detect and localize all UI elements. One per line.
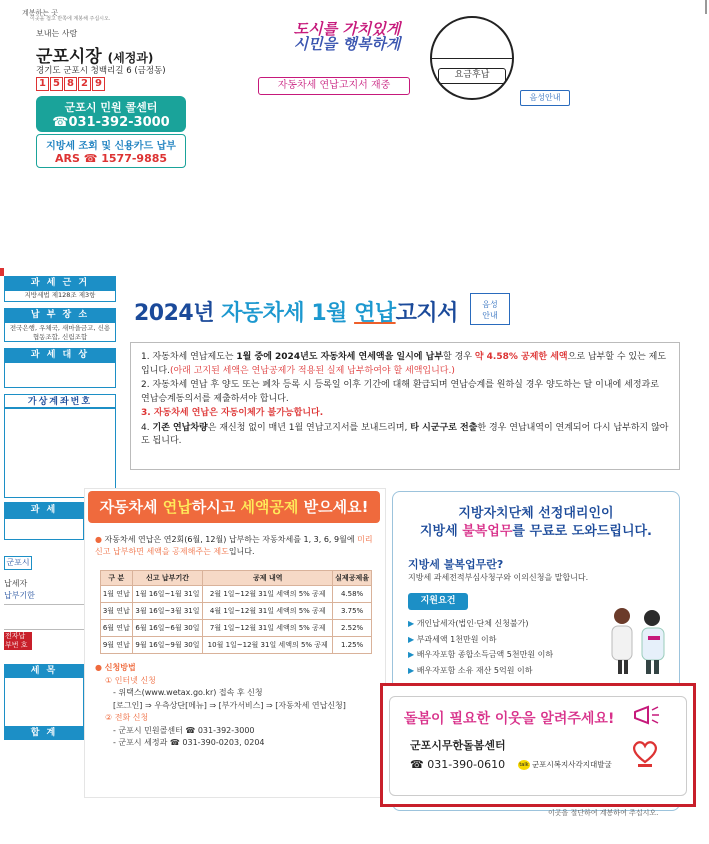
voice-label-2: 안내	[482, 311, 498, 320]
payment-place-head: 납 부 장 소	[4, 308, 116, 322]
call-center-box	[36, 96, 186, 132]
phone-step-2: - 군포시 세정과 ☎ 031-390-0203, 0204	[113, 738, 265, 747]
notice-item-2: 2. 자동차세 연납 후 양도 또는 폐차 등록 시 등록일 이후 기간에 대해 환급되며 연납승계를 원하실 경우 양도하는 달 이내에 세정과로 연납승계동의서를 제출하셔야 합니다.	[141, 380, 659, 404]
table-cell: 1월 16일~1월 31일	[132, 586, 203, 603]
tax-item-box	[4, 678, 84, 726]
online-step-2: [로그인] ⇒ 우측상단[메뉴] ⇒ [부가서비스] ⇒ [자동차세 연납신청]	[113, 700, 346, 710]
table-header: 구 분	[101, 571, 133, 586]
table-row	[101, 586, 372, 603]
table-cell: 3월 16일~3월 31일	[132, 603, 203, 620]
online-step-1: - 위택스(www.wetax.go.kr) 접속 후 신청	[113, 688, 263, 697]
org-address: 경기도 군포시 청백리길 6 (금정동)	[36, 66, 166, 76]
table-row	[101, 637, 372, 654]
call-center-phone: ☎031-392-3000	[52, 115, 170, 130]
care-phone: ☎ 031-390-0610	[410, 758, 506, 771]
appeal-title-line1: 지방자치단체 선정대리인이	[458, 506, 614, 521]
voice-guide-button-2[interactable]	[470, 293, 510, 325]
due-date-box	[4, 604, 84, 630]
list-item: ▶ 부과세액 1천만원 이하	[408, 634, 497, 644]
slogan-line2: 시민을 행복하게	[293, 35, 401, 53]
virtual-account-head: 가상계좌번호	[4, 394, 116, 408]
requirements-label: 지원요건	[408, 593, 468, 610]
sender-head: 보내는 사람	[36, 29, 78, 38]
tax-target-box	[4, 362, 116, 388]
appeal-question: 지방세 불복업무란?	[408, 558, 504, 571]
slogan-line1: 도시를 가치있게	[293, 20, 401, 38]
ars-label: 지방세 조회 및 신용카드 납부	[46, 141, 176, 152]
care-org: 군포시무한돌봄센터	[410, 739, 506, 752]
online-title: ① 인터넷 신청	[105, 675, 156, 685]
appeal-desc: 지방세 과세전적부심사청구와 이의신청을 말합니다.	[408, 573, 589, 582]
city-tag: 군포시	[4, 556, 32, 570]
zip-digit: 5	[50, 77, 63, 91]
table-row	[101, 603, 372, 620]
ars-phone: ARS ☎ 1577-9885	[54, 152, 168, 165]
page-title: 2024년 자동차세 1월 연납고지서	[134, 301, 458, 326]
elec-pay-label: 전자납부번 호	[4, 632, 32, 650]
sender-label: 계봉하는 곳	[22, 9, 59, 17]
total-head: 합 계	[4, 726, 84, 740]
zip-digit: 1	[36, 77, 49, 91]
org-dept: (세정과)	[107, 51, 154, 65]
table-cell: 4.58%	[333, 586, 372, 603]
sender-note: 이곳을 접고 반쪽에 계봉해 주십시오.	[30, 16, 111, 22]
call-center-label: 군포시 민원 콜센터	[64, 101, 158, 114]
zip-digit: 2	[78, 77, 91, 91]
installment-intro: ● 자동차세 연납은 연2회(6월, 12월) 납부하는 자동차세를 1, 3, 6, 9월에 미리 신고 납부하면 세액을 공제해주는 제도입니다.	[95, 535, 373, 556]
method-title: ● 신청방법	[95, 663, 136, 672]
appeal-title-line2: 지방세 불복업무를 무료로 도와드립니다.	[419, 524, 652, 539]
voice-label-1: 음성	[482, 300, 498, 309]
list-item: ▶ 배우자포함 종합소득금액 5천만원 이하	[408, 650, 554, 659]
table-cell: 3월 연납	[101, 603, 133, 620]
notice-item-4: 4. 기존 연납차량은 재신청 없이 매년 1월 연납고지서를 보내드리며, 타 시군구로 전출한 경우 연납내역이 연계되어 다시 납부하지 않아도 됩니다.	[141, 422, 669, 446]
tax-basis-text: 지방세법 제128조 제3항	[4, 290, 116, 302]
tax-basis-head: 과 세 근 거	[4, 276, 116, 290]
corner-mark	[705, 0, 707, 14]
tax-item-head: 세 목	[4, 664, 84, 678]
care-kakao: talk 군포시복지사각지대발굴	[519, 760, 612, 769]
table-cell: 2.52%	[333, 620, 372, 637]
edge-mark	[0, 268, 4, 276]
bottom-note: 이곳을 절단하여 계봉하여 주십시오.	[548, 809, 659, 817]
org-name: 군포시장	[36, 47, 102, 67]
list-item: ▶ 배우자포함 소유 재산 5억원 이하	[408, 665, 533, 675]
rate-table	[100, 570, 372, 654]
table-cell: 4월 1일~12월 31일 세액의 5% 공제	[203, 603, 333, 620]
table-header: 공제 내역	[203, 571, 333, 586]
reissue-label: 자동차세 연납고지서 재중	[258, 77, 410, 95]
table-cell: 1.25%	[333, 637, 372, 654]
virtual-account-box	[4, 408, 116, 498]
requirements-list	[408, 616, 598, 678]
zip-code	[36, 77, 105, 91]
due-date-label: 납부기한	[4, 591, 35, 600]
phone-title: ② 전화 신청	[105, 713, 149, 722]
kakao-talk-icon: talk	[519, 762, 529, 768]
table-header: 실제공제율	[333, 571, 372, 586]
zip-digit: 9	[92, 77, 105, 91]
appeal-title	[400, 505, 672, 541]
zip-digit: 8	[64, 77, 77, 91]
table-row	[101, 620, 372, 637]
ars-box	[36, 134, 186, 168]
table-cell: 10월 1일~12월 31일 세액의 5% 공제	[203, 637, 333, 654]
heart-logo-icon	[630, 736, 660, 770]
table-cell: 9월 16일~9월 30일	[132, 637, 203, 654]
postage-label: 요금후납	[438, 68, 506, 84]
notice-box	[130, 342, 680, 470]
voice-guide-button[interactable]: 음성안내	[520, 90, 570, 106]
tax-target-head: 과 세 대 상	[4, 348, 116, 362]
tax-head2: 과 세	[4, 502, 84, 518]
apply-method	[95, 662, 375, 750]
table-cell: 7월 1일~12월 31일 세액의 5% 공제	[203, 620, 333, 637]
city-slogan	[282, 22, 412, 52]
list-item: ▶ 개인납세자(법인·단체 신청불가)	[408, 619, 529, 628]
tax-box2	[4, 518, 84, 540]
people-illustration	[600, 596, 676, 676]
table-header: 신고 납부기간	[132, 571, 203, 586]
table-cell: 6월 연납	[101, 620, 133, 637]
table-cell: 2월 1일~12월 31일 세액의 5% 공제	[203, 586, 333, 603]
notice-item-3: 3. 자동차세 연납은 자동이체가 불가능합니다.	[141, 408, 324, 418]
payment-place-text: 전국은행, 우체국, 새마을금고, 신용협동조합, 신림조합	[4, 322, 116, 342]
table-cell: 6월 16일~6월 30일	[132, 620, 203, 637]
table-cell: 1월 연납	[101, 586, 133, 603]
table-cell: 9월 연납	[101, 637, 133, 654]
installment-panel-head: 자동차세 연납하시고 세액공제 받으세요!	[88, 491, 380, 523]
taxpayer-label: 납세자	[4, 579, 28, 588]
care-title: 돌봄이 필요한 이웃을 알려주세요!	[404, 711, 615, 727]
notice-item-1: 1. 자동차세 연납제도는 1월 중에 2024년도 자동차세 연세액을 일시에 납부할 경우 약 4.58% 공제한 세액으로 납부할 수 있는 제도입니다.(아래 고지된 세액은 연납공제가 적용된 실제 납부하여야 할 세액입니다.)	[141, 352, 667, 376]
phone-step-1: - 군포시 민원콜센터 ☎ 031-392-3000	[113, 725, 255, 735]
megaphone-icon	[632, 704, 662, 726]
table-cell: 3.75%	[333, 603, 372, 620]
postage-stamp	[430, 16, 514, 100]
